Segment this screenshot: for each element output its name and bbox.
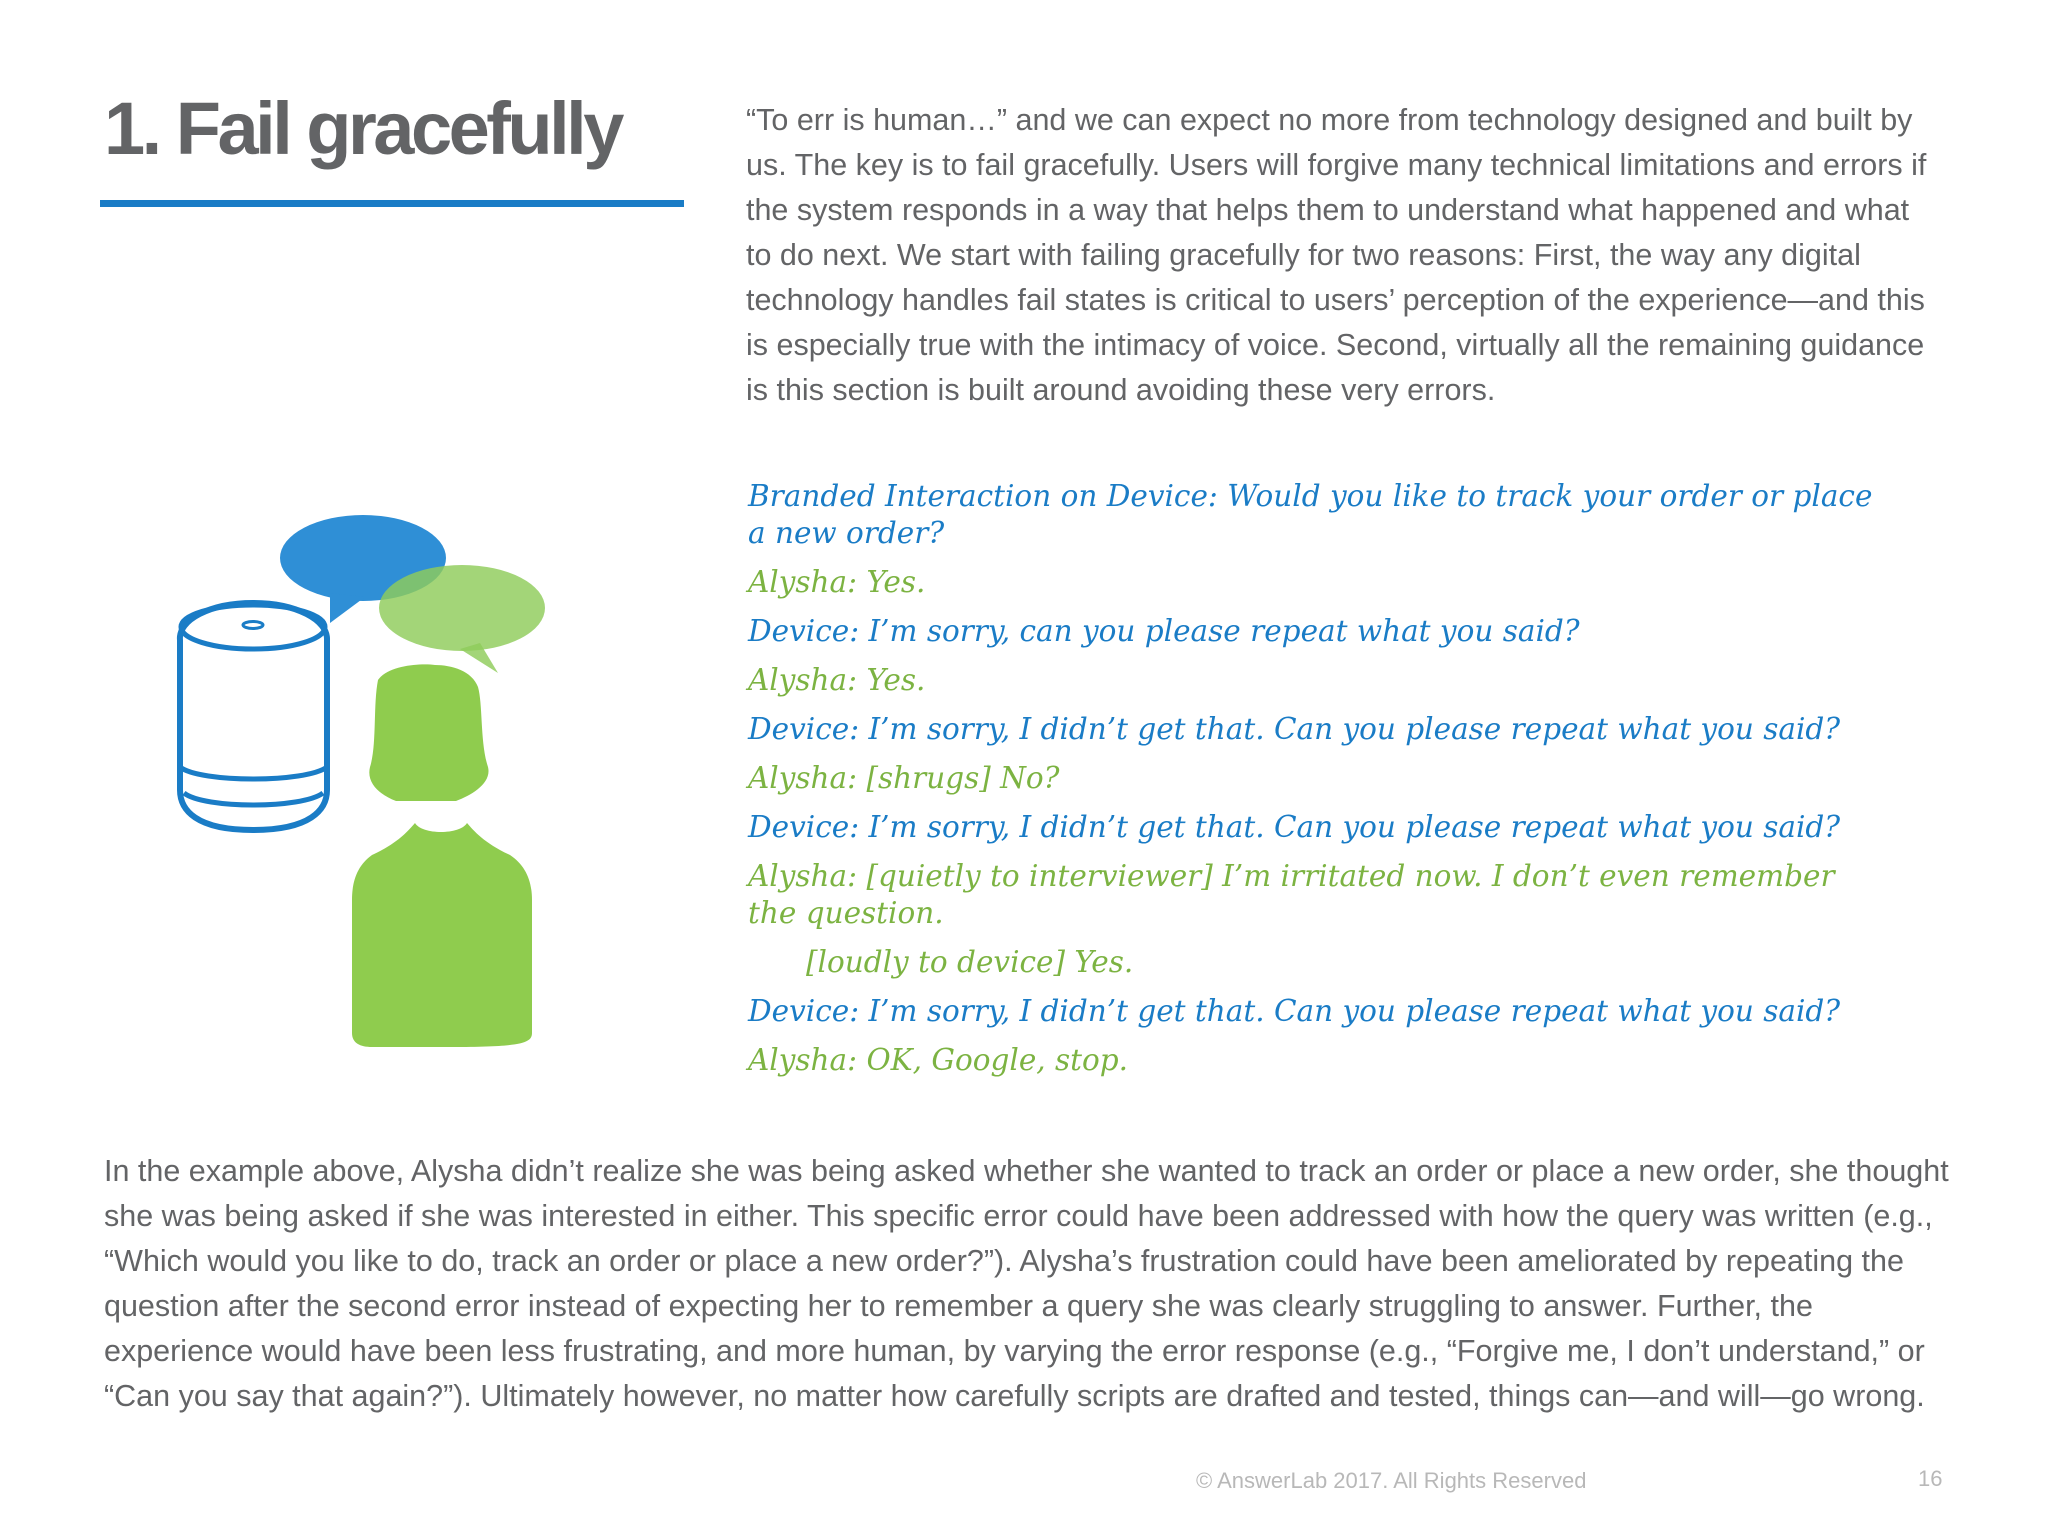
dialogue-line-device: Device: I’m sorry, I didn’t get that. Can you please repeat what you said? [748,994,1841,1028]
dialogue-line-device: Device: I’m sorry, I didn’t get that. Can you please repeat what you said? [748,810,1841,844]
voice-interaction-illustration [160,505,680,1050]
person-icon [352,664,532,1047]
page-number: 16 [1918,1466,1943,1491]
analysis-paragraph: In the example above, Alysha didn’t realize she was being asked whether she wanted to track an order or place a new order, she thought she was being asked if she was interested in either. This specific error could have been addressed with how the query was written (e.g., “Which would you like to do, track an order or place a new order?”). Alysha’s frustration could have been ameliorated by repeating the question after the second error instead of expecting her to remember a query she was clearly struggling to answer. Further, the experience would have been less frustrating, and more human, by varying the error response (e.g., “Forgive me, I don’t understand,” or “Can you say that again?”). Ultimately however, no matter how carefully scripts are drafted and tested, things can—and will—go wrong. [104,1154,1949,1413]
page-title: 1. Fail gracefully [104,87,621,170]
speech-bubble-icon [379,565,545,673]
dialogue-line-user: [loudly to device] Yes. [806,945,1134,979]
dialogue-line-user: Alysha: [quietly to interviewer] I’m irritated now. I don’t even remember the question. [748,859,1835,930]
dialogue-line-device: Device: I’m sorry, can you please repeat what you said? [748,614,1580,648]
dialogue-line-user: Alysha: Yes. [748,663,926,697]
dialogue-line-user: Alysha: [shrugs] No? [748,761,1060,795]
dialogue-line-device: Branded Interaction on Device: Would you like to track your order or place a new order? [748,479,1873,550]
copyright-footer: © AnswerLab 2017. All Rights Reserved [1196,1468,1587,1493]
dialogue-transcript [748,478,1888,1091]
dialogue-line-device: Device: I’m sorry, I didn’t get that. Can you please repeat what you said? [748,712,1841,746]
title-underline [100,200,684,207]
dialogue-line-user: Alysha: Yes. [748,565,926,599]
smart-speaker-icon [180,603,327,830]
intro-paragraph: “To err is human…” and we can expect no more from technology designed and built by us. The key is to fail gracefully. Users will forgive many technical limitations and errors if the system responds in a way that helps them to understand what happened and what to do next. We start with failing gracefully for two reasons: First, the way any digital technology handles fail states is critical to users’ perception of the experience—and this is especially true with the intimacy of voice. Second, virtually all the remaining guidance is this section is built around avoiding these very errors. [746,103,1927,407]
dialogue-line-user: Alysha: OK, Google, stop. [748,1043,1129,1077]
